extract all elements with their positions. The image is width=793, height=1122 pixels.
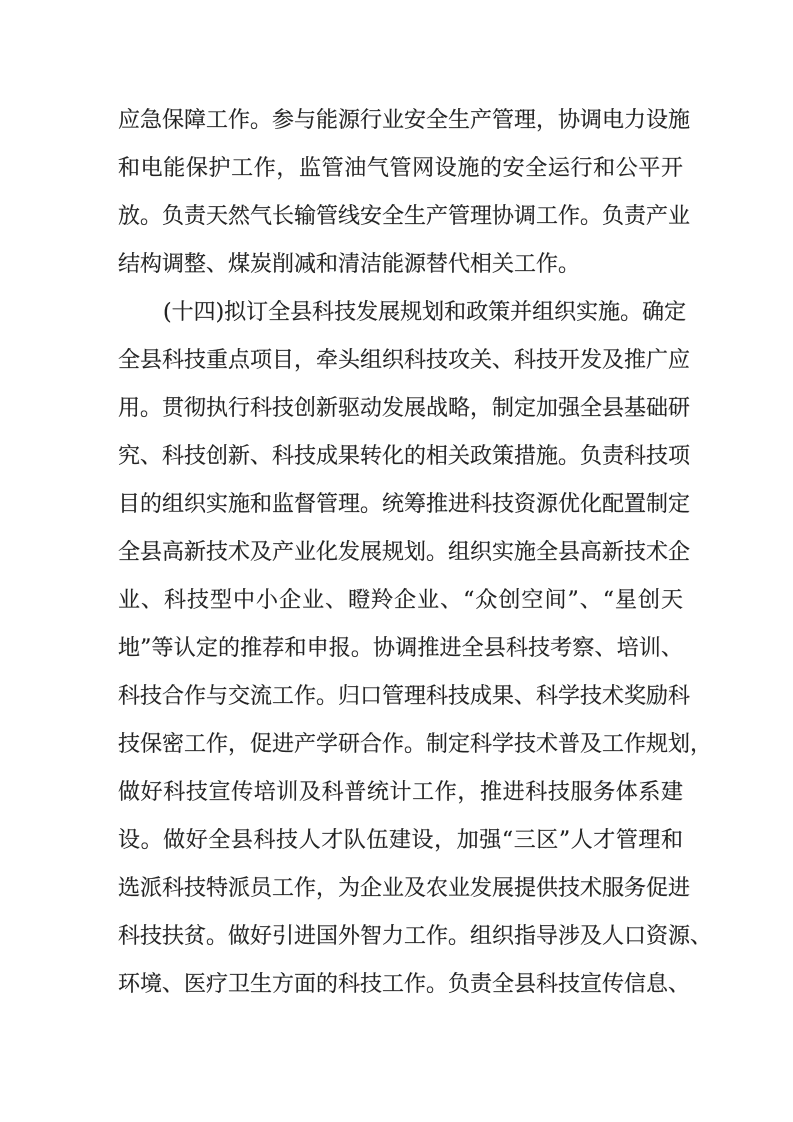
- text-line: 放。负责天然气长输管线安全生产管理协调工作。负责产业: [118, 204, 691, 229]
- text-line: 和电能保护工作，监管油气管网设施的安全运行和公平开: [118, 156, 683, 181]
- paragraph: [118, 289, 713, 1009]
- text-line: 全县高新技术及产业化发展规划。组织实施全县高新技术企: [118, 540, 691, 565]
- text-line: 选派科技特派员工作，为企业及农业发展提供技术服务促进: [118, 876, 691, 901]
- text-line: 科技扶贫。做好引进国外智力工作。组织指导涉及人口资源、: [118, 924, 713, 949]
- text-line: 业、科技型中小企业、瞪羚企业、“众创空间”、“星创天: [118, 588, 683, 613]
- text-line: 设。做好全县科技人才队伍建设，加强“三区”人才管理和: [118, 828, 683, 853]
- text-line: 环境、医疗卫生方面的科技工作。负责全县科技宣传信息、: [118, 972, 691, 997]
- text-line: (十四)拟订全县科技发展规划和政策并组织实施。确定: [163, 300, 687, 325]
- text-line: 究、科技创新、科技成果转化的相关政策措施。负责科技项: [118, 444, 691, 469]
- text-line: 用。贯彻执行科技创新驱动发展战略，制定加强全县基础研: [118, 396, 691, 421]
- text-line: 目的组织实施和监督管理。统筹推进科技资源优化配置制定: [118, 492, 691, 517]
- text-line: 结构调整、煤炭削减和清洁能源替代相关工作。: [118, 252, 581, 277]
- text-line: 做好科技宣传培训及科普统计工作，推进科技服务体系建: [118, 780, 683, 805]
- paragraph: [118, 97, 691, 289]
- text-line: 应急保障工作。参与能源行业安全生产管理，协调电力设施: [118, 108, 691, 133]
- text-line: 地”等认定的推荐和申报。协调推进全县科技考察、培训、: [118, 636, 683, 661]
- text-line: 技保密工作，促进产学研合作。制定科学技术普及工作规划，: [118, 732, 713, 757]
- text-line: 全县科技重点项目，牵头组织科技攻关、科技开发及推广应: [118, 348, 691, 373]
- text-line: 科技合作与交流工作。归口管理科技成果、科学技术奖励科: [118, 684, 691, 709]
- document-body: [118, 97, 713, 1009]
